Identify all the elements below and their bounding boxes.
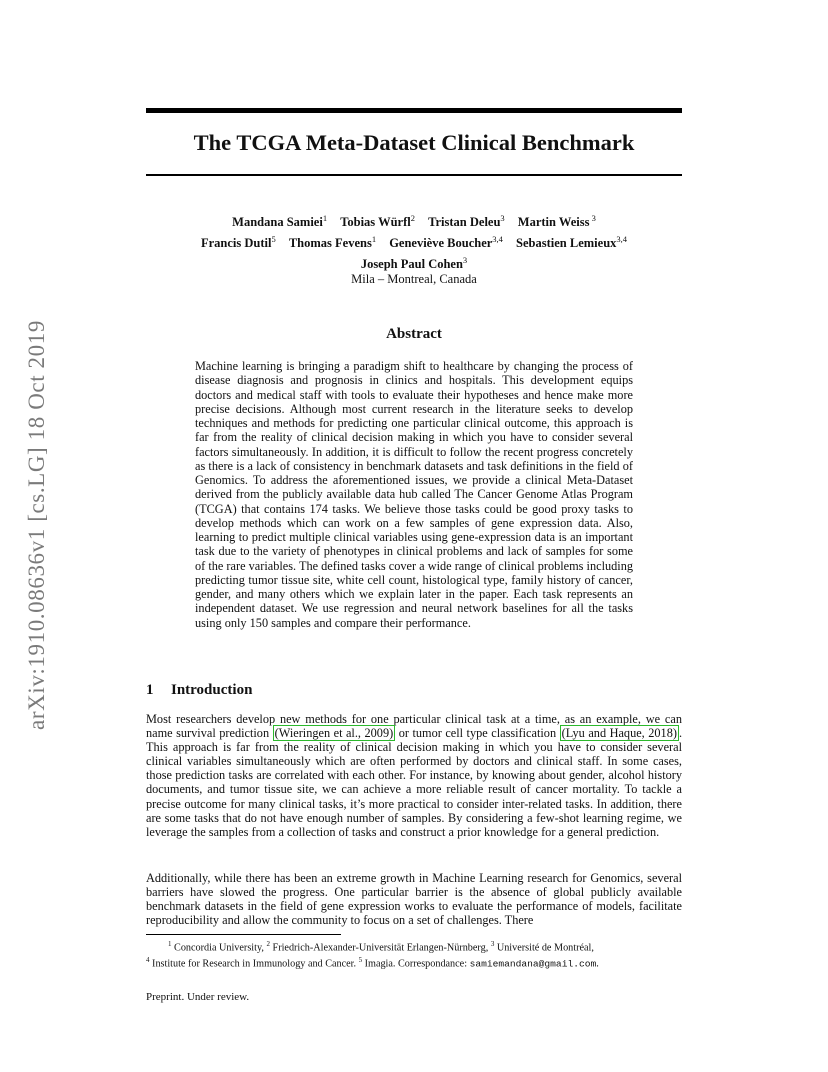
correspondence-email[interactable]: samiemandana@gmail.com	[469, 958, 597, 970]
author: Martin Weiss $^3$	[517, 213, 596, 230]
author: Sebastien Lemieux$^{3,4}$	[516, 234, 628, 251]
citation-link[interactable]: (Lyu and Haque, 2018)	[561, 726, 677, 741]
citation-link[interactable]: (Wieringen et al., 2009)	[274, 726, 394, 741]
author-line-1	[146, 210, 682, 231]
author: Tristan Deleu$^3$	[428, 213, 505, 230]
preprint-note: Preprint. Under review.	[146, 991, 250, 1003]
affiliation: Mila – Montreal, Canada	[351, 272, 477, 286]
intro-paragraph-1: Most researchers develop new methods for one particular clinical task at a time, as an example, we can name survival prediction (Wieringen et al., 2009) or tumor cell type classification (Lyu and Haque, 2018) . This approach is far from the reality of clinical decision making in which you have to consider several clinical variables simultaneously which are often performed by doctors and clinical staff. In some cases, those prediction tasks are correlated with each other. For instance, by knowing about gender, alcohol history documents, and tumor tissue site, we can achieve a more reliable result of cancer mortality. To tackle a precise outcome for many clinical tasks, it’s more practical to consider inter-related tasks. In addition, there are some tasks that do not have enough number of samples. By considering a few-shot learning regime, we leverage the samples from a collection of tasks and construct a prior knowledge for a general prediction.	[146, 712, 683, 839]
arxiv-id-text: arXiv:1910.08636v1 [cs.LG] 18 Oct 2019	[24, 320, 49, 730]
abstract-heading: Abstract	[386, 326, 442, 342]
author-line-2	[146, 231, 682, 252]
footnote-line-1: $^1$ Concordia University, $^2$ Friedrich-Alexander-Universität Erlangen-Nürnberg, $^3$ Université de Montréal,	[168, 940, 594, 954]
section-number: 1	[146, 682, 154, 698]
section-title: Introduction	[171, 682, 253, 698]
author: Thomas Fevens$^1$	[288, 234, 377, 251]
intro-paragraph-2: Additionally, while there has been an extreme growth in Machine Learning research for Genomics, several barriers have slowed the progress. One particular barrier is the absence of global publicly available benchmark datasets in the field of gene expression works to evaluate the performance of models, facilitate reproducibility and allow the community to focus on a set of challenges. There	[146, 871, 682, 928]
title-rule-bottom	[146, 174, 682, 176]
footnote-line-2: $^4$ Institute for Research in Immunology and Cancer. $^5$ Imagia. Correspondance: samiemandana@gmail.com.	[146, 956, 599, 970]
paper-title: The TCGA Meta-Dataset Clinical Benchmark	[193, 130, 635, 155]
author: Francis Dutil$^5$	[200, 234, 276, 251]
author: Geneviève Boucher$^{3,4}$	[389, 234, 503, 251]
author-list	[146, 210, 682, 273]
abstract-text: Machine learning is bringing a paradigm shift to healthcare by changing the process of disease diagnosis and prognosis in clinics and hospitals. This development equips doctors and medical staff with tools to evaluate their hypotheses and hence make more precise decisions. Although most current research in the literature seeks to develop techniques and methods for predicting one particular clinical outcome, this approach is far from the reality of clinical decision making in which you have to consider several factors simultaneously. In addition, it is difficult to follow the recent progress concretely as there is a lack of consistency in benchmark datasets and task definitions in the field of Genomics. To address the aforementioned issues, we provide a clinical Meta-Dataset derived from the publicly available data hub called The Cancer Genome Atlas Program (TCGA) that contains 174 tasks. We believe those tasks could be good proxy tasks to develop methods which can work on a few samples of gene expression data. Also, learning to predict multiple clinical variables using gene-expression data is an important task due to the variety of phenotypes in clinical problems and lack of samples for some of the rare variables. The defined tasks cover a wide range of clinical problems including predicting tumor tissue site, white cell count, histological type, family history of cancer, gender, and many others which we explain later in the paper. Each task represents an independent dataset. We use regression and neural network baselines for all the tasks using only 150 samples and compare their performance.	[195, 359, 633, 630]
affiliation-footnote	[146, 938, 682, 971]
section-heading-introduction	[146, 680, 682, 700]
title-rule-top	[146, 108, 682, 113]
author: Joseph Paul Cohen$^3$	[360, 255, 468, 272]
author: Mandana Samiei$^1$	[232, 213, 328, 230]
author: Tobias Würfl$^2$	[340, 213, 415, 230]
footnote-rule	[146, 934, 341, 935]
